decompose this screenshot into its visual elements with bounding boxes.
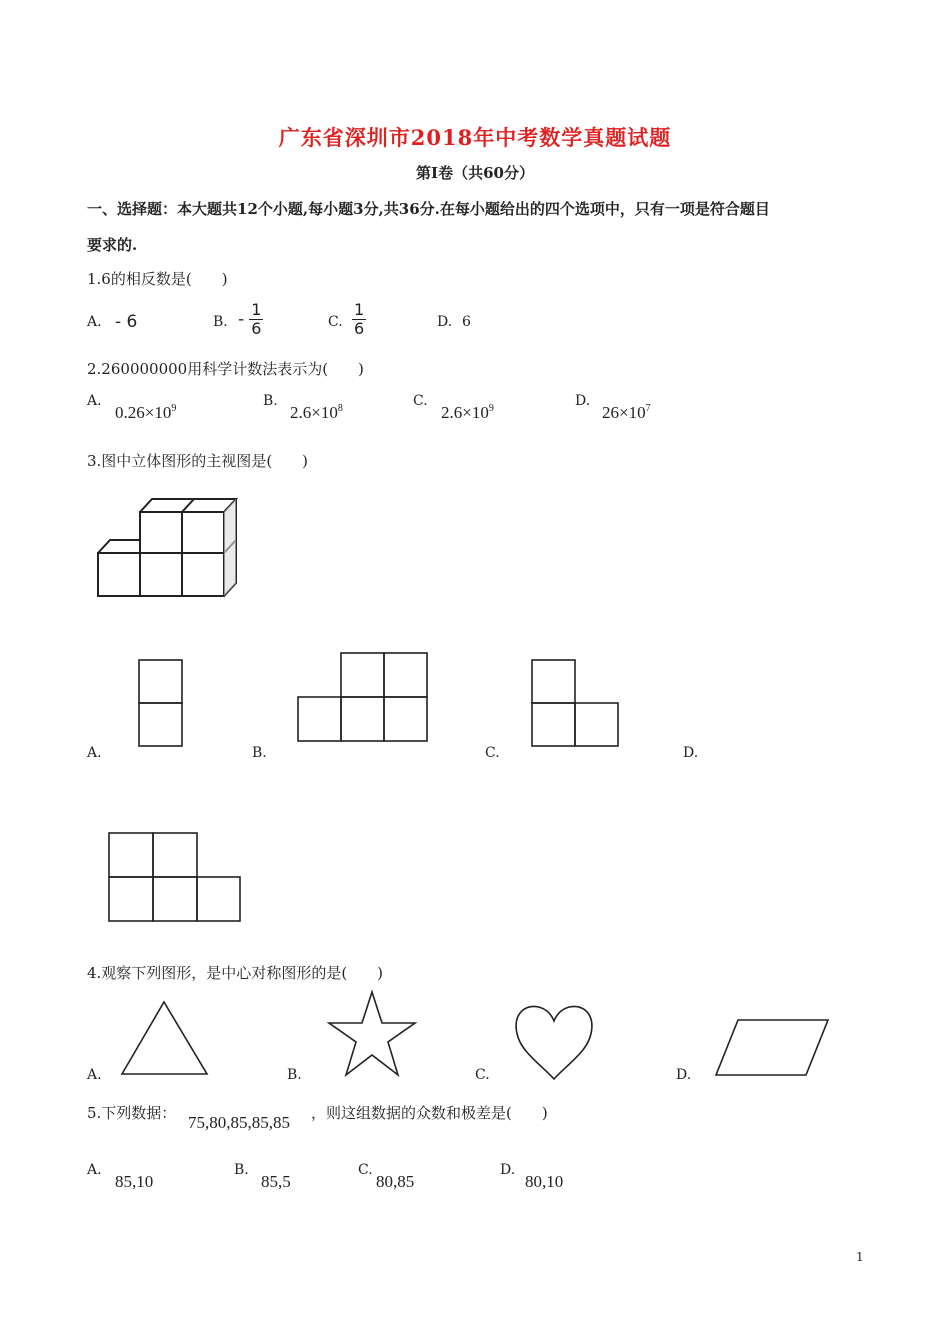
q5-option-c-value: 80,85 bbox=[376, 1172, 415, 1191]
q4-parallelogram-shape bbox=[716, 1020, 828, 1075]
question-3-stem: 3.图中立体图形的主视图是( ) bbox=[87, 452, 309, 470]
q2-option-d-label: D. bbox=[575, 393, 591, 409]
q2-option-b-label: B. bbox=[263, 393, 278, 409]
q3-b-square-bottom-mid bbox=[341, 697, 384, 741]
page-number: 1 bbox=[856, 1250, 864, 1264]
question-5-data: 75,80,85,85,85 bbox=[188, 1113, 290, 1132]
q4-triangle-figure bbox=[120, 1000, 210, 1076]
q3-solid-cube-bottom-left bbox=[98, 553, 140, 596]
q4-option-c-label: C. bbox=[475, 1067, 490, 1083]
q1-option-b-value bbox=[238, 301, 263, 338]
q1-option-d-value: 6 bbox=[462, 314, 471, 330]
q3-solid-figure bbox=[96, 496, 241, 600]
q1-option-c-fraction bbox=[352, 301, 366, 338]
q2-option-d-base: 26×10 bbox=[602, 403, 646, 422]
q2-option-d-exponent: 7 bbox=[645, 403, 651, 414]
q5-option-a-value: 85,10 bbox=[115, 1172, 154, 1191]
q3-d-square-bottom-left bbox=[109, 877, 153, 921]
q3-b-square-bottom-right bbox=[384, 697, 427, 741]
q4-option-a-label: A. bbox=[87, 1067, 102, 1083]
question-5-stem-before: 5.下列数据： bbox=[87, 1104, 177, 1122]
q4-triangle-shape bbox=[122, 1002, 207, 1074]
q1-option-d-label: D. bbox=[437, 314, 453, 330]
q2-option-c-value bbox=[441, 403, 494, 423]
q3-a-square-top bbox=[139, 660, 182, 703]
q4-star-figure bbox=[326, 990, 418, 1080]
q4-heart-shape bbox=[516, 1006, 592, 1079]
section-instructions-line1: 一、选择题：本大题共12个小题,每小题3分,共36分.在每小题给出的四个选项中，只有一项是符合题目 bbox=[87, 200, 770, 218]
q1-option-b-sign: - bbox=[238, 309, 245, 330]
q3-option-b-figure bbox=[297, 652, 429, 744]
q5-option-b-label: B. bbox=[234, 1162, 249, 1178]
q2-option-a-value bbox=[115, 403, 176, 423]
q5-option-d-value: 80,10 bbox=[525, 1172, 564, 1191]
q3-d-square-bottom-mid bbox=[153, 877, 197, 921]
q3-c-square-top bbox=[532, 660, 575, 703]
question-2-stem: 2.260000000用科学计数法表示为( ) bbox=[87, 360, 364, 378]
q1-option-c-denominator: 6 bbox=[354, 319, 365, 338]
q3-d-square-bottom-right bbox=[197, 877, 240, 921]
q3-b-square-top-mid bbox=[341, 653, 384, 697]
q4-parallelogram-figure bbox=[714, 1018, 830, 1078]
q4-star-shape bbox=[329, 992, 415, 1075]
q3-solid-cube-bottom-mid bbox=[140, 553, 182, 596]
q3-c-square-bottom-left bbox=[532, 703, 575, 746]
q1-option-c-value bbox=[352, 301, 366, 338]
q4-option-b-label: B. bbox=[287, 1067, 302, 1083]
q3-option-d-figure bbox=[108, 832, 242, 924]
q3-b-square-top-right bbox=[384, 653, 427, 697]
q2-option-a-exponent: 9 bbox=[171, 403, 177, 414]
q3-c-square-bottom-right bbox=[575, 703, 618, 746]
q1-option-b-label: B. bbox=[213, 314, 228, 330]
q1-option-a-label: A. bbox=[87, 314, 102, 330]
q2-option-c-base: 2.6×10 bbox=[441, 403, 489, 422]
q3-a-square-bottom bbox=[139, 703, 182, 746]
q2-option-a-base: 0.26×10 bbox=[115, 403, 172, 422]
q1-option-b-fraction bbox=[249, 301, 263, 338]
q3-solid-depth-divider bbox=[182, 499, 194, 512]
q3-d-square-top-left bbox=[109, 833, 153, 877]
q3-option-a-figure bbox=[138, 659, 184, 749]
q1-option-c-numerator: 1 bbox=[354, 300, 365, 319]
q2-option-a-label: A. bbox=[87, 393, 102, 409]
q5-option-a-label: A. bbox=[87, 1162, 102, 1178]
q3-option-b-label: B. bbox=[252, 745, 267, 761]
q5-option-b-value: 85,5 bbox=[261, 1172, 291, 1191]
q5-option-c-label: C. bbox=[358, 1162, 373, 1178]
q2-option-b-value bbox=[290, 403, 343, 423]
q3-solid-cube-top-right bbox=[182, 512, 224, 553]
q2-option-d-value bbox=[602, 403, 651, 423]
q2-option-c-label: C. bbox=[413, 393, 428, 409]
q3-option-c-figure bbox=[531, 659, 621, 749]
q2-option-c-exponent: 9 bbox=[488, 403, 494, 414]
q3-b-square-bottom-left bbox=[298, 697, 341, 741]
section-instructions-line2: 要求的. bbox=[87, 236, 138, 254]
q1-option-b-numerator: 1 bbox=[251, 300, 262, 319]
q4-option-d-label: D. bbox=[676, 1067, 692, 1083]
q2-option-b-base: 2.6×10 bbox=[290, 403, 338, 422]
q3-option-c-label: C. bbox=[485, 745, 500, 761]
q5-option-d-label: D. bbox=[500, 1162, 516, 1178]
page-title: 广东省深圳市2018年中考数学真题试题 bbox=[278, 125, 672, 150]
q3-option-a-label: A. bbox=[87, 745, 102, 761]
q3-solid-cube-top-mid bbox=[140, 512, 182, 553]
question-1-stem: 1.6的相反数是( ) bbox=[87, 270, 228, 288]
q3-solid-cube-bottom-right bbox=[182, 553, 224, 596]
q1-option-a-value: - 6 bbox=[115, 312, 138, 332]
question-4-stem: 4.观察下列图形，是中心对称图形的是( ) bbox=[87, 964, 384, 982]
q3-solid-depth-left-top bbox=[98, 540, 140, 553]
question-5-stem-after: ，则这组数据的众数和极差是( ) bbox=[311, 1104, 548, 1122]
paper-section-title: 第Ⅰ卷（共60分） bbox=[416, 164, 534, 182]
q2-option-b-exponent: 8 bbox=[337, 403, 343, 414]
q3-option-d-label: D. bbox=[683, 745, 699, 761]
q4-heart-figure bbox=[514, 1002, 596, 1080]
q1-option-c-label: C. bbox=[328, 314, 343, 330]
q3-d-square-top-mid bbox=[153, 833, 197, 877]
q1-option-b-denominator: 6 bbox=[251, 319, 262, 338]
q3-solid-side-shade bbox=[224, 499, 236, 596]
